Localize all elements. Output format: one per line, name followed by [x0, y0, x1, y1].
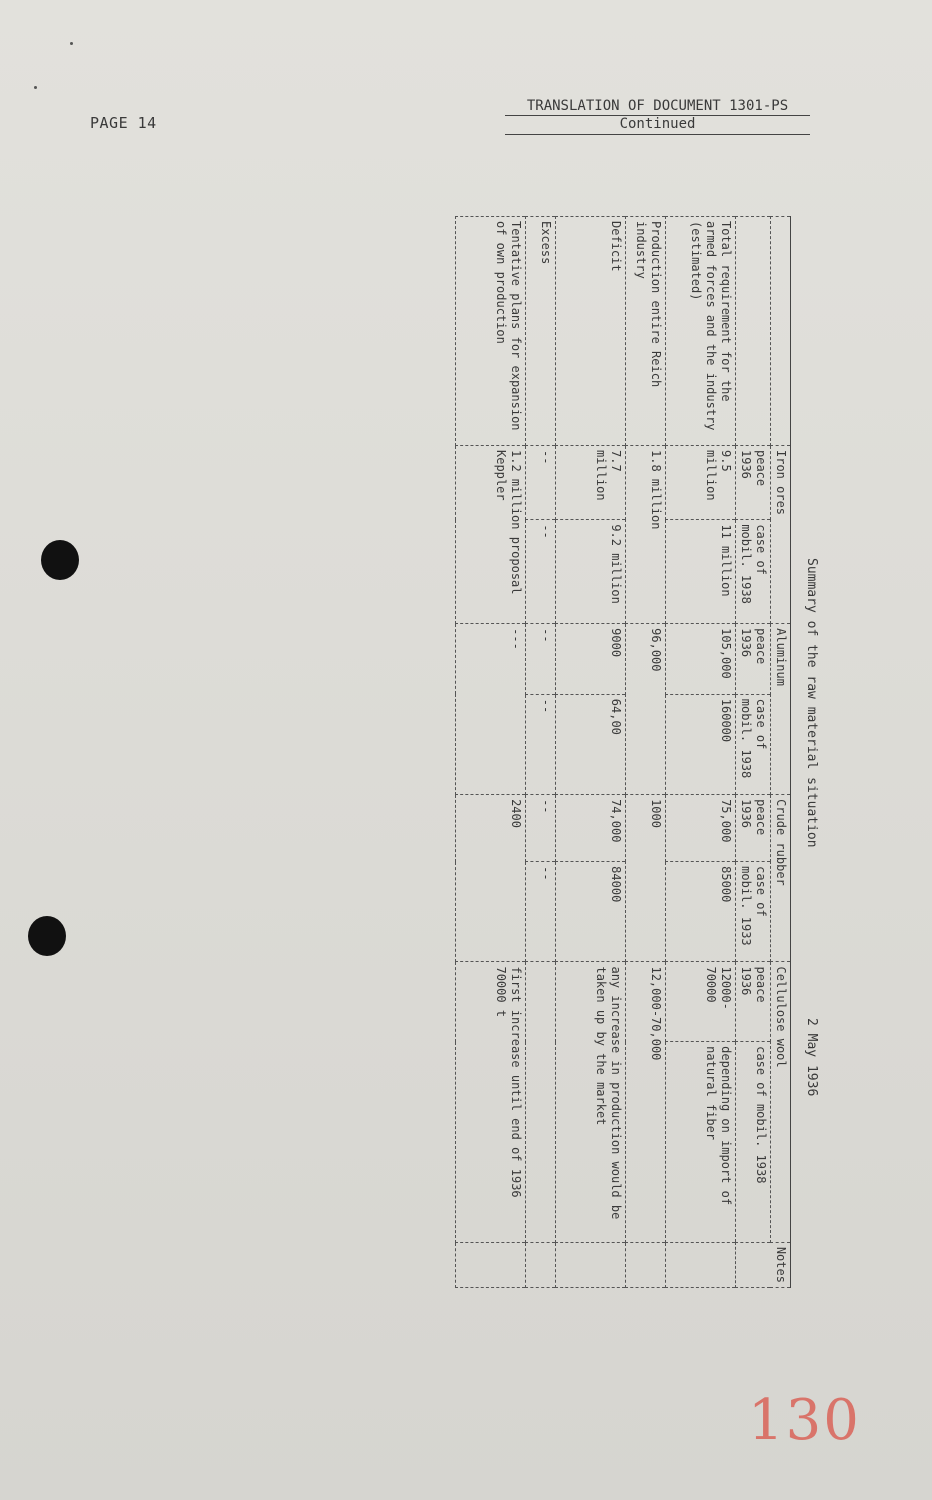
- cell: 7.7 million: [556, 446, 626, 520]
- row-label-production: Production entire Reich industry: [626, 217, 666, 446]
- page-number: PAGE 14: [90, 114, 157, 132]
- cell: 64,00: [556, 694, 626, 794]
- cell: --: [526, 520, 556, 624]
- cell: --: [526, 624, 556, 695]
- rub-peace-header: peace 1936: [736, 795, 771, 862]
- notes-cell: [526, 1242, 556, 1287]
- cell: 74,000: [556, 795, 626, 862]
- cell: 1.8 million: [626, 446, 666, 624]
- cell: --: [526, 694, 556, 794]
- row-label-excess: Excess: [526, 217, 556, 446]
- material-cellulose: Cellulose wool: [771, 962, 791, 1242]
- table-row-excess: [526, 217, 556, 1288]
- notes-cell: [666, 1242, 736, 1287]
- document-header: [505, 98, 810, 135]
- cell: 84000: [556, 862, 626, 962]
- cell: 1000: [626, 795, 666, 962]
- header-subtitle: Continued: [505, 116, 810, 135]
- summary-title: Summary of the raw material situation: [804, 558, 819, 848]
- cell: depending on import of natural fiber: [666, 1042, 736, 1243]
- material-header-row: [771, 217, 791, 1288]
- material-aluminum: Aluminum: [771, 624, 791, 795]
- cell: 11 million: [666, 520, 736, 624]
- cell: 1.2 million proposal Keppler: [456, 446, 526, 624]
- table-row-production: [626, 217, 666, 1288]
- cell: --: [526, 446, 556, 520]
- notes-header: Notes: [736, 1242, 791, 1287]
- notes-cell: [626, 1242, 666, 1287]
- cell: 2400: [456, 795, 526, 962]
- cel-mobil-header: case of mobil. 1938: [736, 1042, 771, 1243]
- table-row-tentative: [456, 217, 526, 1288]
- al-peace-header: peace 1936: [736, 624, 771, 695]
- material-iron: Iron ores: [771, 446, 791, 624]
- cell: 160000: [666, 694, 736, 794]
- cell: --: [526, 795, 556, 862]
- cell: any increase in production would be taken up by the market: [556, 962, 626, 1242]
- cell: 75,000: [666, 795, 736, 862]
- punch-hole: [41, 540, 79, 580]
- punch-hole: [28, 916, 66, 956]
- notes-cell: [556, 1242, 626, 1287]
- table-row-deficit: [556, 217, 626, 1288]
- cell: 9.5 million: [666, 446, 736, 520]
- empty-corner: [736, 217, 771, 446]
- folio-number: 130: [748, 1388, 861, 1453]
- iron-mobil-header: case of mobil. 1938: [736, 520, 771, 624]
- cell: 105,000: [666, 624, 736, 695]
- cell: 9.2 million: [556, 520, 626, 624]
- period-header-row: [736, 217, 771, 1288]
- cell: 85000: [666, 862, 736, 962]
- row-label-total: Total requirement for the armed forces and the industry (estimated): [666, 217, 736, 446]
- document-date: 2 May 1936: [804, 1018, 819, 1097]
- raw-material-table: [455, 216, 791, 1288]
- cell: 9000: [556, 624, 626, 695]
- cell: [526, 962, 556, 1242]
- cell: 96,000: [626, 624, 666, 795]
- material-rubber: Crude rubber: [771, 795, 791, 962]
- row-label-deficit: Deficit: [556, 217, 626, 446]
- iron-peace-header: peace 1936: [736, 446, 771, 520]
- cell: 12000-70000: [666, 962, 736, 1042]
- al-mobil-header: case of mobil. 1938: [736, 694, 771, 794]
- cell: first increase until end of 1936 70000 t: [456, 962, 526, 1242]
- empty-corner: [771, 217, 791, 446]
- header-title: TRANSLATION OF DOCUMENT 1301-PS: [505, 98, 810, 116]
- rotated-table-block: [369, 188, 825, 1288]
- cell: ---: [456, 624, 526, 795]
- cell: --: [526, 862, 556, 962]
- rub-mobil-header: case of mobil. 1933: [736, 862, 771, 962]
- cel-peace-header: peace 1936: [736, 962, 771, 1042]
- row-label-tentative: Tentative plans for expansion of own production: [456, 217, 526, 446]
- cell: 12,000-70,000: [626, 962, 666, 1242]
- table-row-total: [666, 217, 736, 1288]
- speck: [70, 42, 73, 45]
- speck: [34, 86, 37, 89]
- notes-cell: [456, 1242, 526, 1287]
